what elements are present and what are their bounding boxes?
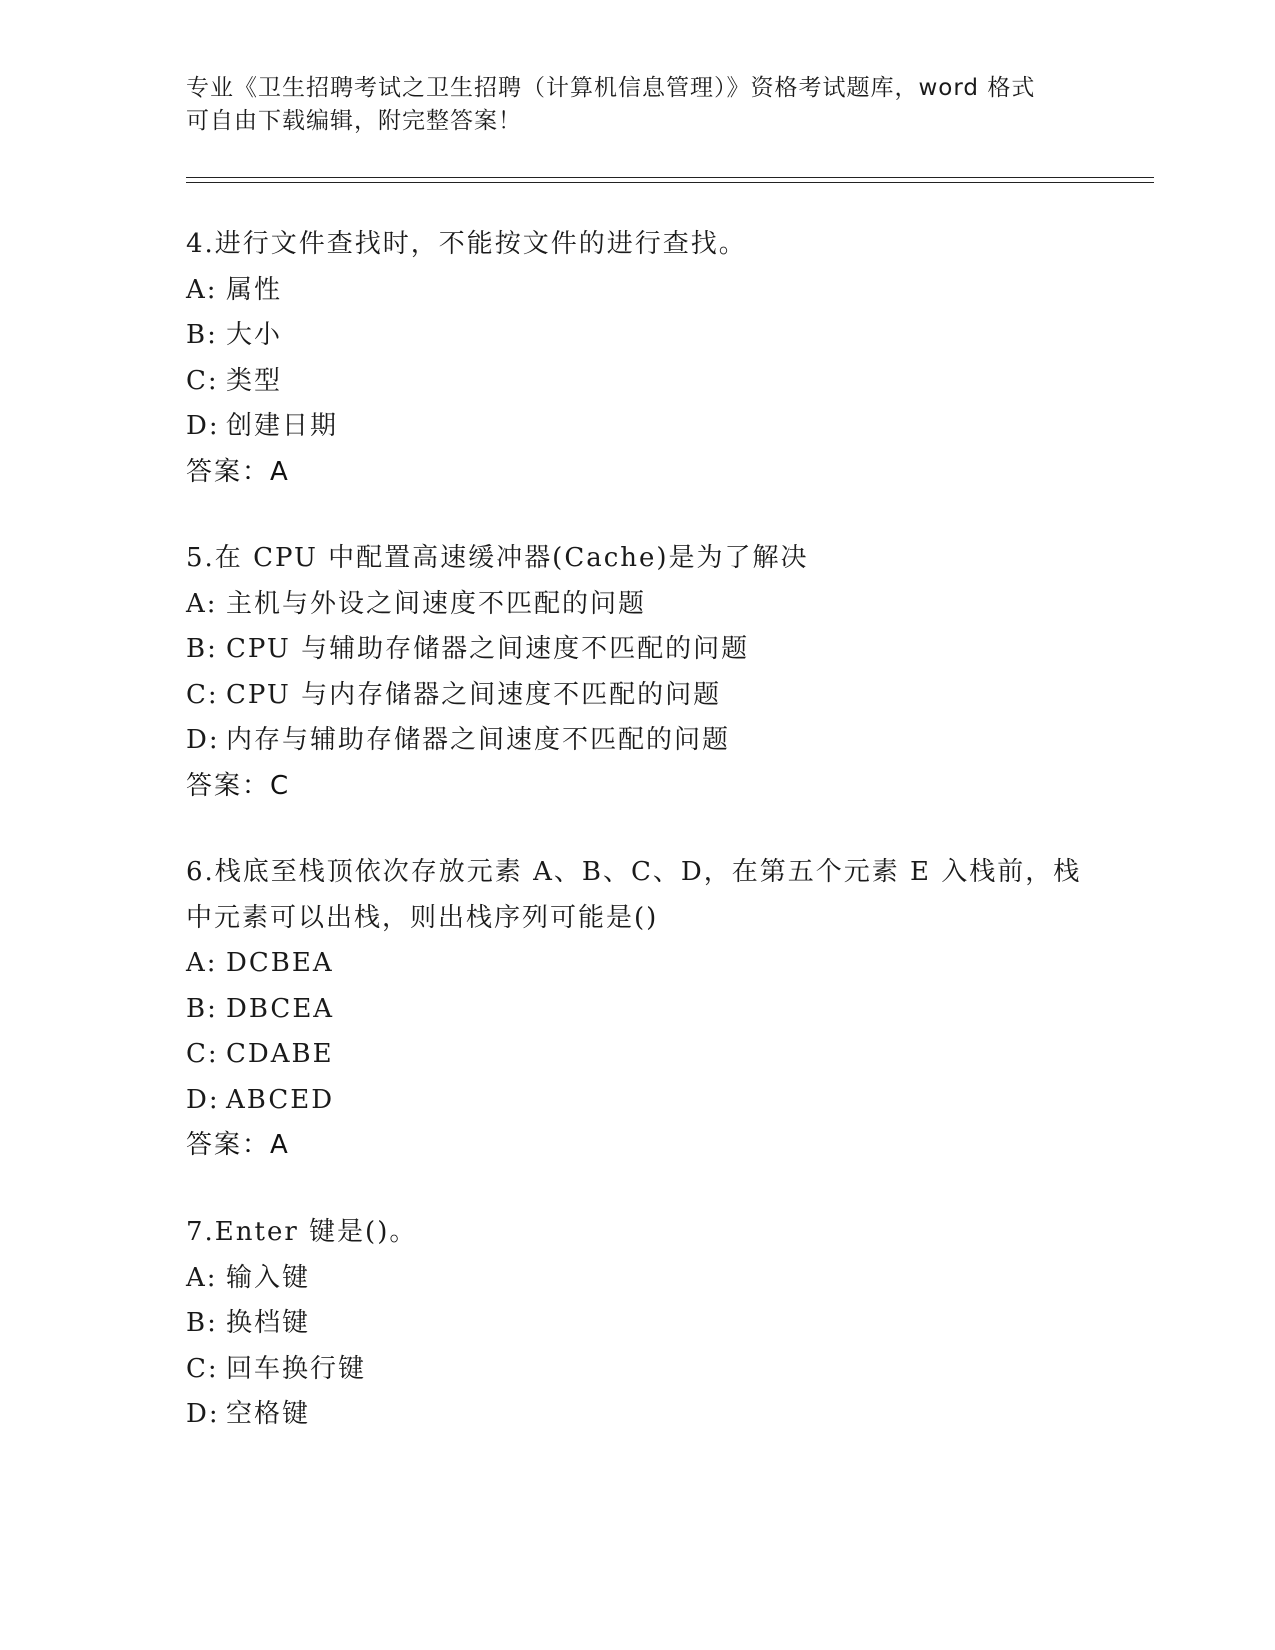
option-d: [186, 404, 1086, 450]
question-stem: 4.进行文件查找时，不能按文件的进行查找。: [186, 229, 747, 259]
option-label: A:: [186, 948, 218, 978]
option-text: 空格键: [226, 1399, 311, 1429]
question-5: [186, 536, 1086, 809]
option-text: DCBEA: [226, 948, 334, 978]
option-text: 创建日期: [226, 411, 339, 441]
question-6: [186, 850, 1086, 1169]
option-text: 属性: [226, 274, 283, 305]
option-label: C:: [186, 1039, 219, 1069]
header-line-1: 专业《卫生招聘考试之卫生招聘（计算机信息管理）》资格考试题库，word 格式: [186, 75, 1036, 101]
option-a: [186, 1256, 1086, 1302]
option-d: [186, 1078, 1086, 1124]
option-label: C:: [186, 365, 219, 396]
option-a: [186, 941, 1086, 987]
option-text: 输入键: [226, 1262, 311, 1293]
option-text: 换档键: [226, 1308, 311, 1338]
option-label: C:: [186, 1353, 219, 1384]
option-text: ABCED: [226, 1084, 335, 1115]
option-b: [186, 1301, 1086, 1347]
option-c: [186, 1032, 1086, 1078]
option-label: A:: [186, 274, 218, 305]
option-text: 内存与辅助存储器之间速度不匹配的问题: [226, 725, 731, 755]
option-a: [186, 268, 1086, 314]
question-stem: 7.Enter 键是()。: [186, 1217, 418, 1247]
option-text: CDABE: [226, 1039, 334, 1069]
header-divider-top: [186, 177, 1154, 178]
question-7: [186, 1210, 1086, 1438]
answer-line: 答案：A: [186, 456, 290, 487]
option-b: [186, 987, 1086, 1033]
option-label: A:: [186, 1262, 218, 1293]
option-label: B:: [186, 993, 218, 1024]
question-4: [186, 222, 1086, 495]
option-c: [186, 673, 1086, 719]
option-b: [186, 313, 1086, 359]
option-text: CPU 与辅助存储器之间速度不匹配的问题: [226, 634, 750, 664]
option-text: 类型: [226, 365, 283, 396]
option-text: 回车换行键: [226, 1353, 367, 1384]
option-label: B:: [186, 634, 218, 664]
option-a: [186, 582, 1086, 628]
option-text: CPU 与内存储器之间速度不匹配的问题: [226, 679, 722, 710]
option-label: D:: [186, 1399, 220, 1429]
option-c: [186, 359, 1086, 405]
header-line-2: 可自由下载编辑，附完整答案！: [186, 108, 522, 134]
option-label: C:: [186, 679, 219, 710]
option-label: D:: [186, 1084, 220, 1115]
option-label: D:: [186, 411, 220, 441]
option-text: 大小: [226, 320, 283, 350]
option-text: 主机与外设之间速度不匹配的问题: [226, 588, 647, 619]
option-b: [186, 627, 1086, 673]
option-label: D:: [186, 725, 220, 755]
header-divider-bottom: [186, 182, 1154, 183]
answer-line: 答案：C: [186, 770, 291, 801]
question-stem-continued: 中元素可以出栈，则出栈序列可能是(): [186, 902, 659, 933]
question-stem: 5.在 CPU 中配置高速缓冲器(Cache)是为了解决: [186, 543, 809, 573]
option-c: [186, 1347, 1086, 1393]
option-d: [186, 1392, 1086, 1438]
option-label: B:: [186, 320, 218, 350]
option-text: DBCEA: [226, 993, 335, 1024]
option-label: B:: [186, 1308, 218, 1338]
option-label: A:: [186, 588, 218, 619]
document-header: [186, 72, 1066, 138]
answer-line: 答案：A: [186, 1130, 290, 1160]
option-d: [186, 718, 1086, 764]
question-stem: 6.栈底至栈顶依次存放元素 A、B、C、D，在第五个元素 E 入栈前，栈: [186, 857, 1082, 887]
